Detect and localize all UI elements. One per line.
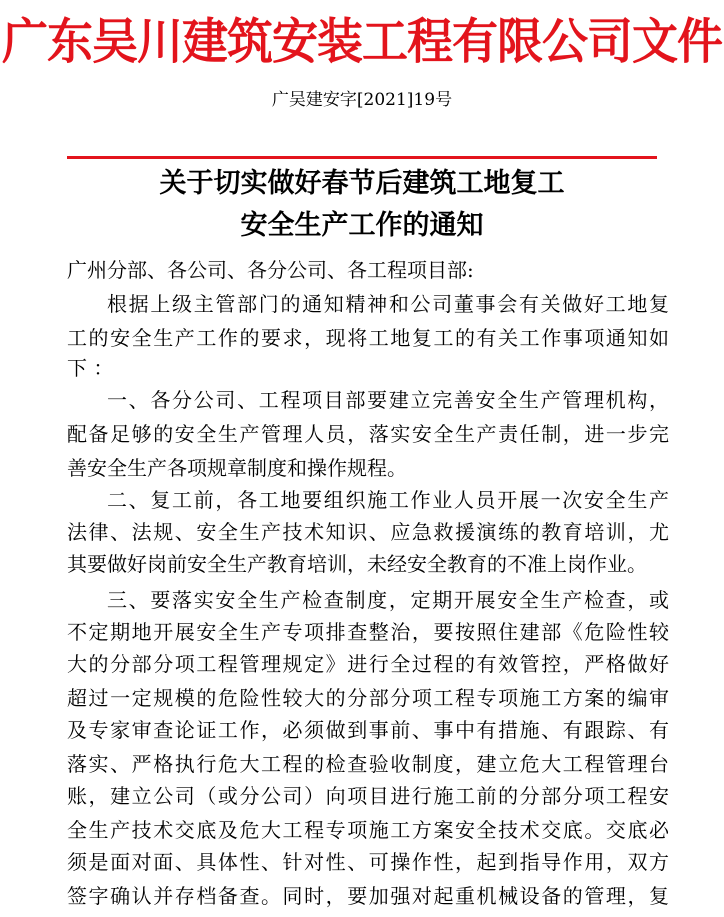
body-line: 及专家审查论证工作，必须做到事前、事中有措施、有跟踪、有 — [67, 718, 669, 742]
salutation-line: 广州分部、各公司、各分公司、各工程项目部: — [67, 258, 474, 282]
notice-title-line-1: 关于切实做好春节后建筑工地复工 — [159, 168, 565, 199]
red-divider-line — [67, 156, 657, 159]
body-line: 一、各分公司、工程项目部要建立完善安全生产管理机构， — [107, 388, 669, 412]
body-line: 二、复工前，各工地要组织施工作业人员开展一次安全生产 — [107, 488, 669, 512]
body-line: 其要做好岗前安全生产教育培训，未经安全教育的不准上岗作业。 — [67, 552, 647, 576]
body-line: 三、要落实安全生产检查制度，定期开展安全生产检查，或 — [107, 588, 669, 612]
body-line: 须是面对面、具体性、针对性、可操作性，起到指导作用，双方 — [67, 850, 669, 874]
body-line: 法律、法规、安全生产技术知识、应急救援演练的教育培训，尤 — [67, 520, 669, 544]
body-line: 落实、严格执行危大工程的检查验收制度，建立危大工程管理台 — [67, 752, 669, 776]
body-line: 签字确认并存档备查。同时，要加强对起重机械设备的管理，复 — [67, 884, 669, 908]
body-line: 配备足够的安全生产管理人员，落实安全生产责任制，进一步完 — [67, 422, 669, 446]
body-line: 全生产技术交底及危大工程专项施工方案安全技术交底。交底必 — [67, 818, 669, 842]
body-line: 不定期地开展安全生产专项排查整治，要按照住建部《危险性较 — [67, 620, 669, 644]
org-masthead-title: 广东吴川建筑安装工程有限公司文件 — [2, 12, 722, 70]
body-line: 下 ： — [67, 356, 114, 380]
body-line: 善安全生产各项规章制度和操作规程。 — [67, 456, 407, 480]
body-line: 超过一定规模的危险性较大的分部分项工程专项施工方案的编审 — [67, 686, 669, 710]
body-line: 工的安全生产工作的要求，现将工地复工的有关工作事项通知如 — [67, 326, 669, 350]
body-line: 大的分部分项工程管理规定》进行全过程的有效管控，严格做好 — [67, 652, 669, 676]
notice-title-line-2: 安全生产工作的通知 — [240, 210, 484, 241]
document-number: 广吴建安字[2021]19号 — [271, 90, 453, 110]
body-line: 账，建立公司（或分公司）向项目进行施工前的分部分项工程安 — [67, 784, 669, 808]
body-line: 根据上级主管部门的通知精神和公司董事会有关做好工地复 — [107, 292, 669, 316]
